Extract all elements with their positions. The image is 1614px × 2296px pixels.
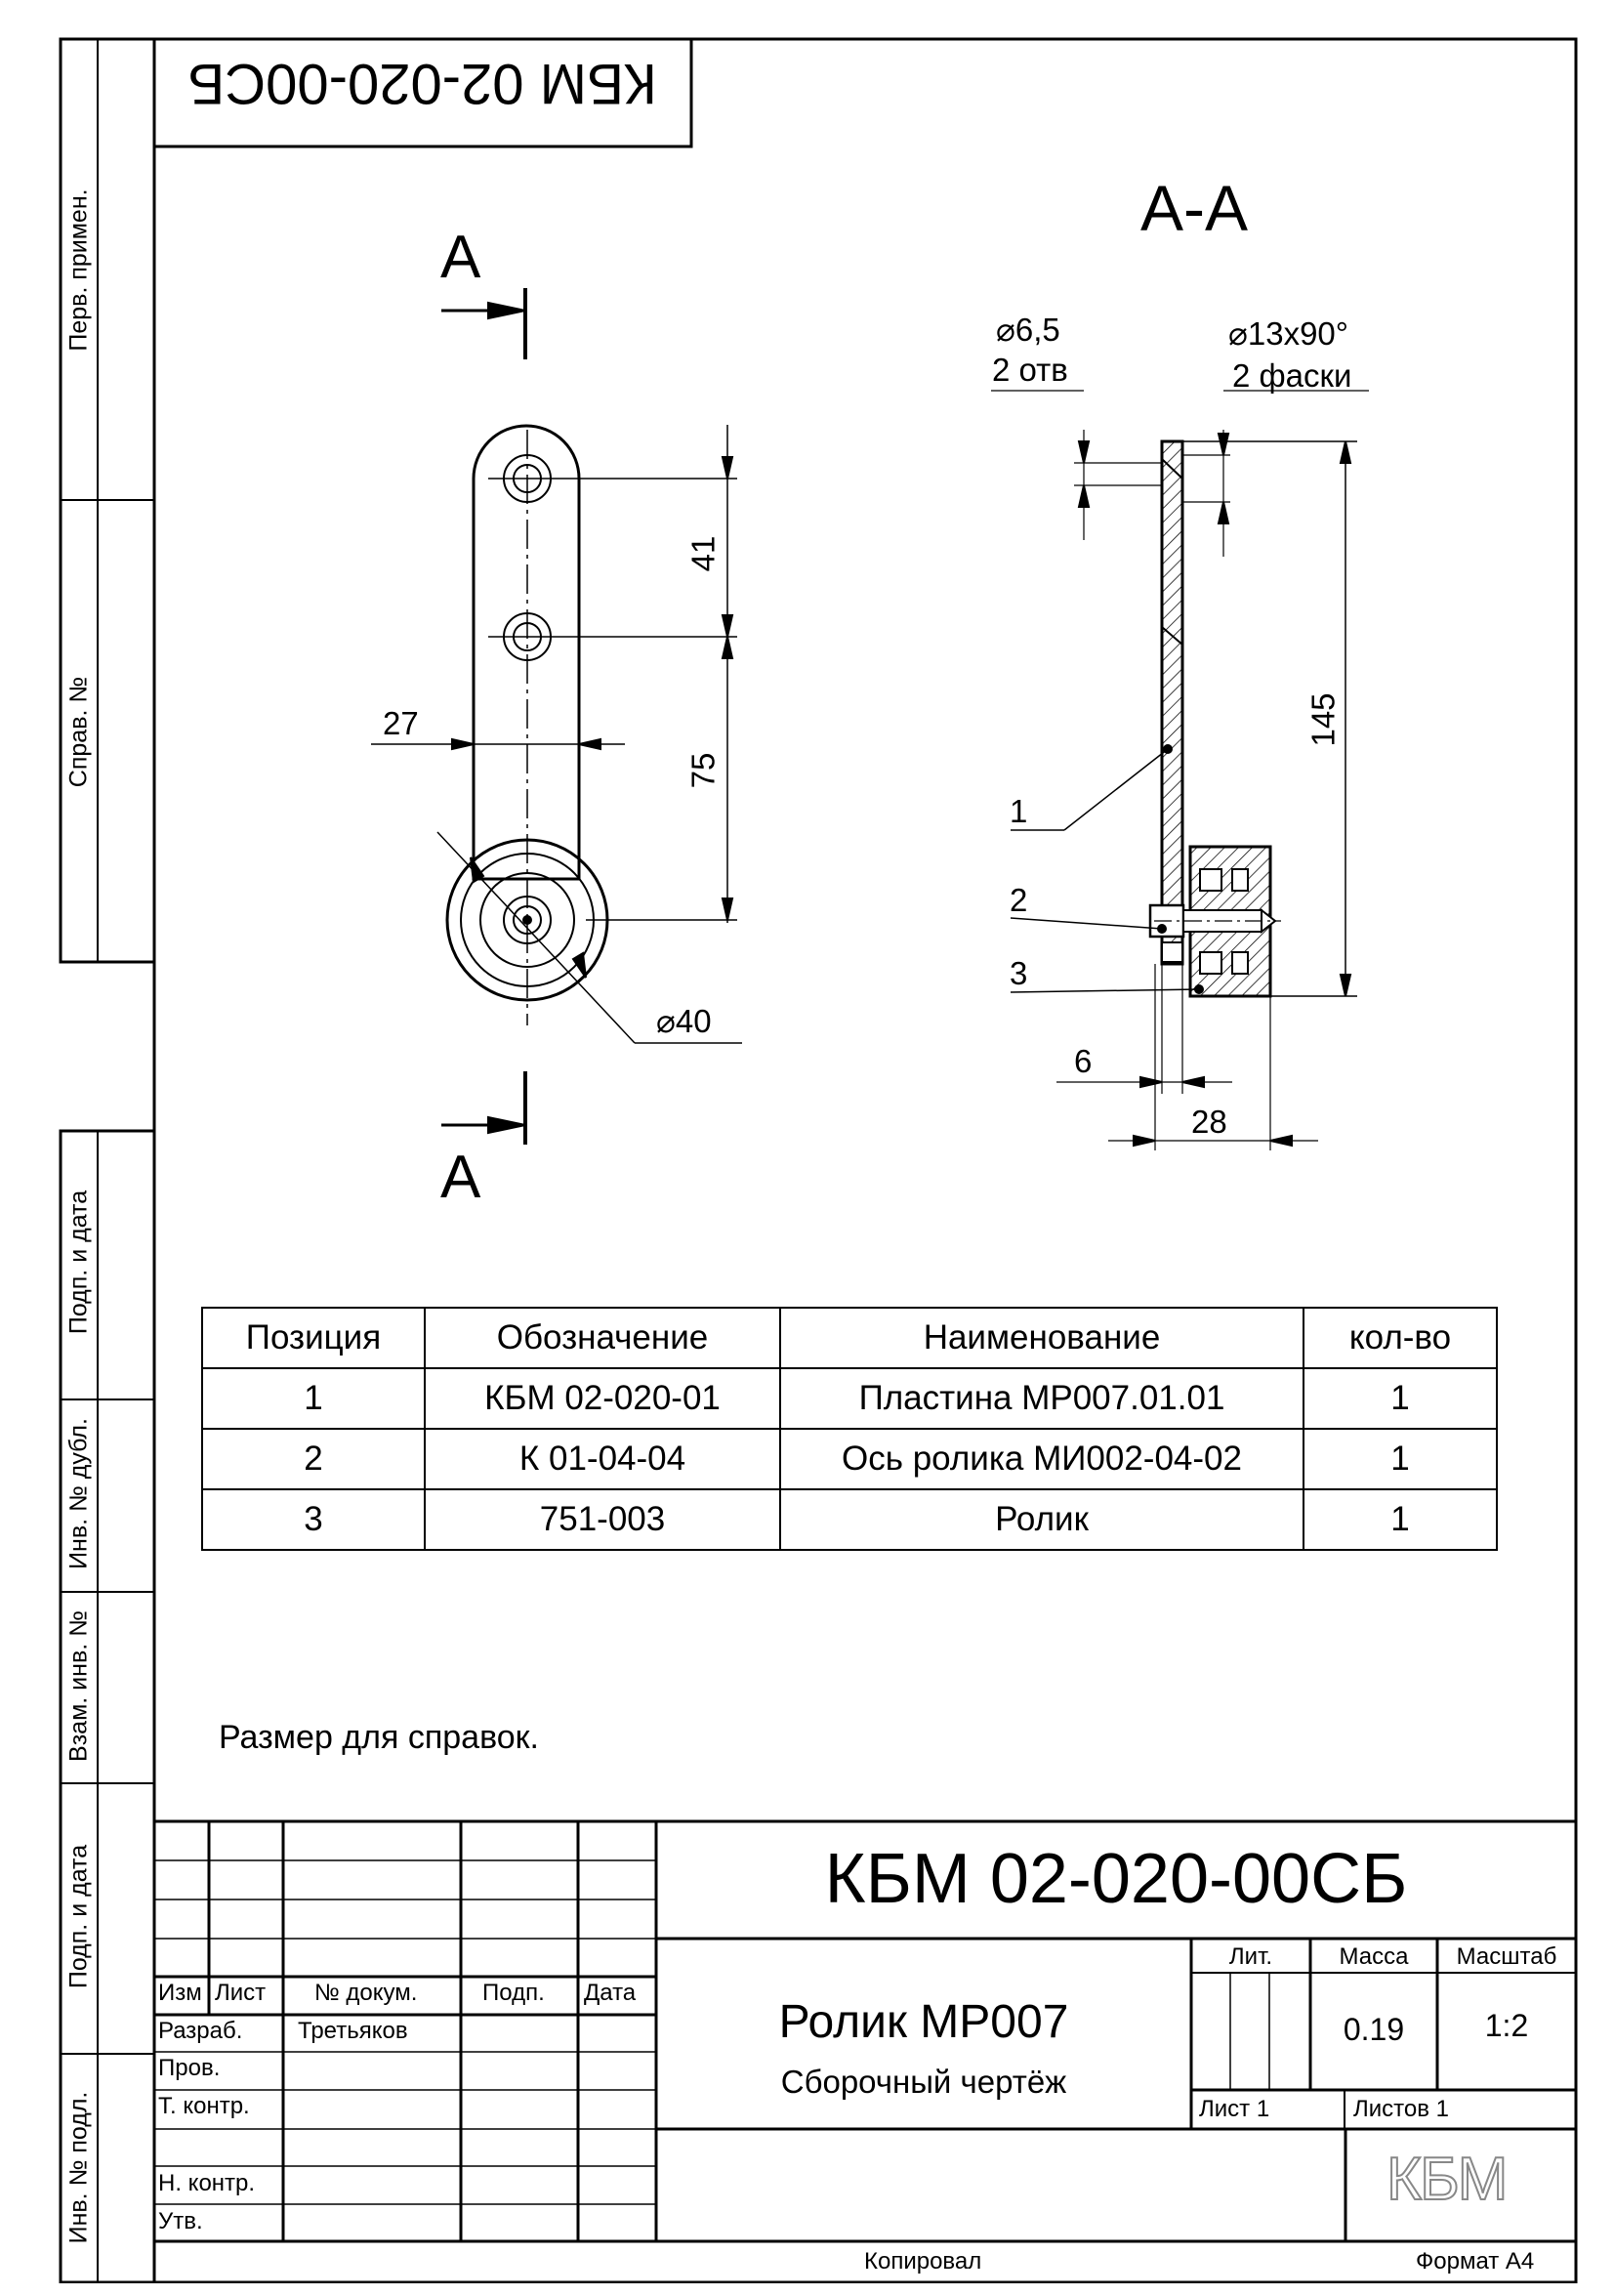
- dim-28: 28: [1191, 1104, 1227, 1140]
- massa-value: 0.19: [1343, 2012, 1405, 2047]
- table-row: [202, 1368, 1497, 1429]
- dim-6: 6: [1074, 1043, 1093, 1079]
- col-data: Дата: [584, 1980, 637, 2006]
- title-block-name: Ролик МР007: [778, 1996, 1069, 2048]
- section-label: А-А: [1140, 172, 1249, 244]
- list-number: Лист 1: [1199, 2096, 1270, 2122]
- spec-table: [201, 1307, 1498, 1551]
- view-marker-top: А: [440, 224, 481, 291]
- title-block-doc-type: Сборочный чертёж: [780, 2064, 1067, 2100]
- leader-2: 2: [1010, 882, 1028, 918]
- spec-header: кол-во: [1304, 1308, 1497, 1368]
- razrab-name: Третьяков: [298, 2018, 408, 2044]
- dim-75: 75: [684, 752, 722, 789]
- side-label-inv-dubl: Инв. № дубл.: [64, 1418, 93, 1569]
- row-razrab: Разраб.: [158, 2018, 243, 2044]
- side-label-inv-podl: Инв. № подл.: [64, 2091, 93, 2244]
- massa-label: Масса: [1339, 1943, 1409, 1970]
- col-list: Лист: [215, 1980, 267, 2006]
- side-label-perv-primen: Перв. примен.: [64, 188, 93, 352]
- leader-3: 3: [1010, 955, 1028, 991]
- dim-chamfer: ⌀13x90°: [1228, 315, 1348, 352]
- masshtab-value: 1:2: [1484, 2008, 1529, 2043]
- spec-cell: 1: [1304, 1429, 1497, 1489]
- row-n-kontr: Н. контр.: [158, 2170, 256, 2196]
- spec-header-row: [202, 1308, 1497, 1368]
- col-doc: № докум.: [314, 1980, 418, 2006]
- spec-cell: 1: [1304, 1368, 1497, 1429]
- row-utv: Утв.: [158, 2208, 203, 2234]
- reference-note: Размер для справок.: [219, 1719, 539, 1756]
- dim-41: 41: [684, 535, 722, 572]
- lit-label: Лит.: [1228, 1943, 1273, 1970]
- spec-cell: 1: [202, 1368, 425, 1429]
- row-t-kontr: Т. контр.: [158, 2093, 250, 2119]
- section-view: [991, 391, 1369, 1150]
- spec-header: Наименование: [780, 1308, 1304, 1368]
- leader-1: 1: [1010, 793, 1028, 829]
- col-podp: Подп.: [482, 1980, 545, 2006]
- spec-cell: 1: [1304, 1489, 1497, 1550]
- spec-cell: Пластина МР007.01.01: [780, 1368, 1304, 1429]
- dim-hole-dia: ⌀6,5: [996, 312, 1060, 348]
- dim-40: ⌀40: [656, 1003, 712, 1039]
- view-marker-bottom: А: [440, 1144, 481, 1211]
- spec-header: Обозначение: [425, 1308, 780, 1368]
- side-label-podp-data-1: Подп. и дата: [64, 1190, 93, 1335]
- dim-chamfer-count: 2 фаски: [1232, 357, 1352, 394]
- spec-cell: 2: [202, 1429, 425, 1489]
- footer-kopiroval: Копировал: [864, 2248, 982, 2275]
- top-code: КБМ 02-020-00СБ: [187, 52, 657, 115]
- spec-cell: 751-003: [425, 1489, 780, 1550]
- listov-number: Листов 1: [1353, 2096, 1449, 2122]
- footer-format: Формат А4: [1416, 2248, 1535, 2275]
- side-label-sprav-no: Справ. №: [64, 676, 93, 788]
- row-prov: Пров.: [158, 2055, 221, 2081]
- dim-145: 145: [1304, 692, 1342, 747]
- masshtab-label: Масштаб: [1456, 1943, 1557, 1970]
- title-block-code: КБМ 02-020-00СБ: [824, 1840, 1408, 1918]
- spec-cell: 3: [202, 1489, 425, 1550]
- dim-hole-count: 2 отв: [992, 352, 1068, 388]
- col-izm: Изм: [158, 1980, 202, 2006]
- spec-cell: К 01-04-04: [425, 1429, 780, 1489]
- side-label-podp-data-2: Подп. и дата: [64, 1844, 93, 1989]
- spec-cell: КБМ 02-020-01: [425, 1368, 780, 1429]
- spec-header: Позиция: [202, 1308, 425, 1368]
- side-label-vzam-inv: Взам. инв. №: [64, 1610, 93, 1762]
- spec-cell: Ось ролика МИ002-04-02: [780, 1429, 1304, 1489]
- dim-27: 27: [383, 705, 419, 741]
- table-row: [202, 1429, 1497, 1489]
- spec-cell: Ролик: [780, 1489, 1304, 1550]
- table-row: [202, 1489, 1497, 1550]
- company-logo: КБМ: [1386, 2146, 1507, 2213]
